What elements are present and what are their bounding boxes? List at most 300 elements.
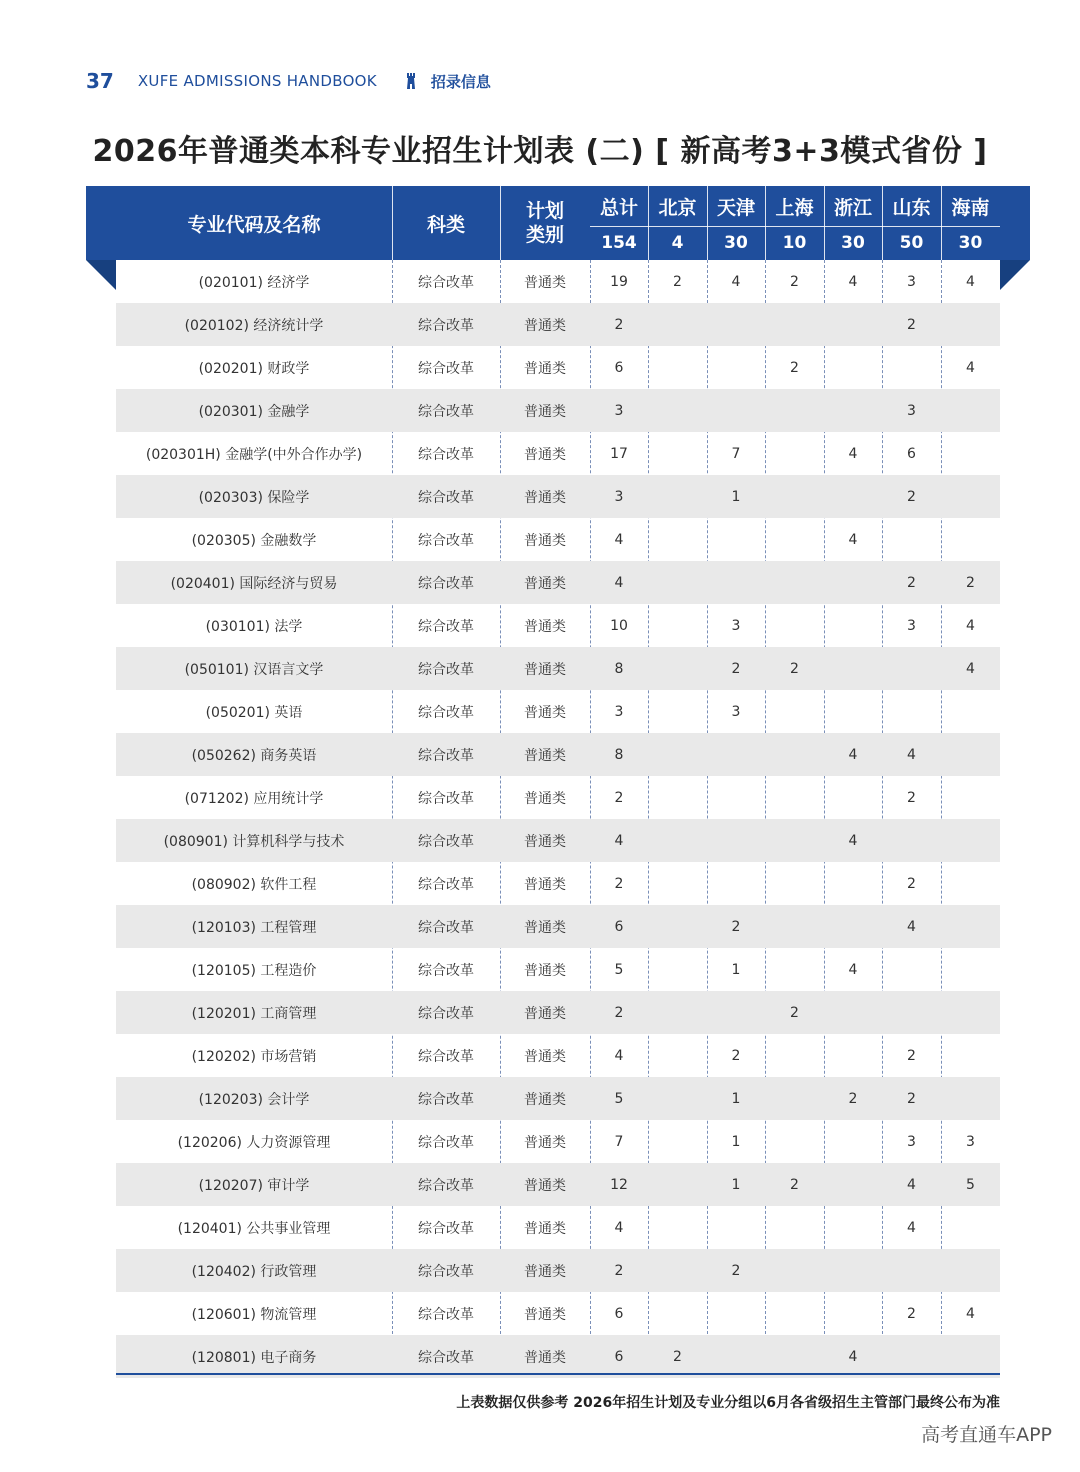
cell-province-value xyxy=(707,776,765,819)
cell-major: (120402) 行政管理 xyxy=(191,1263,317,1280)
header-province-total: 30 xyxy=(958,233,983,253)
cell-total: 6 xyxy=(614,359,624,376)
cell-province-value xyxy=(765,561,824,604)
cell-province-value xyxy=(824,1034,882,1077)
cell-province-value xyxy=(882,948,941,991)
cell-province-value xyxy=(824,862,882,905)
cell-plan-type: 普通类 xyxy=(524,1306,566,1323)
cell-province-value xyxy=(941,1034,1000,1077)
table-row xyxy=(116,389,1000,432)
cell-province-value xyxy=(765,303,824,346)
cell-province-value xyxy=(648,303,707,346)
cell-subject: 综合改革 xyxy=(418,274,474,291)
header-subject: 科类 xyxy=(426,213,465,236)
cell-province-value xyxy=(648,948,707,991)
cell-plan-type: 普通类 xyxy=(524,618,566,635)
cell-total: 19 xyxy=(610,273,628,290)
cell-province-value xyxy=(707,862,765,905)
header-separator xyxy=(500,186,501,260)
cell-province-value xyxy=(765,948,824,991)
cell-plan-type: 普通类 xyxy=(524,704,566,721)
cell-province-value xyxy=(824,1206,882,1249)
cell-subject: 综合改革 xyxy=(418,532,474,549)
cell-province-value xyxy=(707,991,765,1034)
cell-province-value xyxy=(941,1249,1000,1292)
cell-province-value xyxy=(765,518,824,561)
cell-subject: 综合改革 xyxy=(418,704,474,721)
table-row xyxy=(116,991,1000,1034)
cell-province-value xyxy=(648,862,707,905)
cell-total: 17 xyxy=(610,445,628,462)
table-row xyxy=(116,1292,1000,1335)
cell-province-value xyxy=(765,432,824,475)
cell-province-value xyxy=(882,1249,941,1292)
cell-province-value xyxy=(941,389,1000,432)
cell-subject: 综合改革 xyxy=(418,919,474,936)
cell-province-value xyxy=(941,776,1000,819)
cell-province-value: 2 xyxy=(673,273,682,290)
header-province-name: 海南 xyxy=(951,196,990,219)
cell-plan-type: 普通类 xyxy=(524,532,566,549)
cell-major: (071202) 应用统计学 xyxy=(184,790,324,807)
cell-province-value xyxy=(824,690,882,733)
cell-total: 4 xyxy=(614,1219,624,1236)
cell-major: (120202) 市场营销 xyxy=(191,1048,317,1065)
cell-province-value xyxy=(941,819,1000,862)
cell-total: 3 xyxy=(614,488,624,505)
cell-province-value xyxy=(648,991,707,1034)
cell-province-value xyxy=(765,776,824,819)
cell-plan-type: 普通类 xyxy=(524,403,566,420)
cell-major: (080902) 软件工程 xyxy=(191,876,317,893)
cell-province-value: 2 xyxy=(907,574,916,591)
cell-major: (020401) 国际经济与贸易 xyxy=(170,575,338,592)
cell-total: 4 xyxy=(614,574,624,591)
cell-plan-type: 普通类 xyxy=(524,575,566,592)
cell-major: (020305) 金融数学 xyxy=(191,532,317,549)
page-header xyxy=(86,66,491,96)
cell-total: 4 xyxy=(614,832,624,849)
table-row xyxy=(116,260,1000,303)
cell-subject: 综合改革 xyxy=(418,575,474,592)
cell-plan-type: 普通类 xyxy=(524,1220,566,1237)
cell-province-value xyxy=(941,518,1000,561)
cell-province-value xyxy=(648,475,707,518)
cell-province-value xyxy=(941,862,1000,905)
cell-total: 2 xyxy=(614,1004,624,1021)
tower-icon xyxy=(405,73,417,89)
cell-province-value xyxy=(765,690,824,733)
cell-province-value: 2 xyxy=(848,1090,858,1107)
table-row xyxy=(116,905,1000,948)
cell-province-value xyxy=(941,432,1000,475)
header-plan-line1: 计划 xyxy=(525,200,564,222)
cell-province-value: 5 xyxy=(966,1176,975,1193)
cell-province-value xyxy=(824,647,882,690)
cell-province-value xyxy=(765,905,824,948)
cell-province-value xyxy=(824,905,882,948)
header-divider xyxy=(590,226,1000,227)
cell-total: 2 xyxy=(614,316,624,333)
cell-province-value: 1 xyxy=(731,1133,741,1150)
cell-province-value: 2 xyxy=(907,1090,916,1107)
cell-major: (020301) 金融学 xyxy=(198,403,310,420)
cell-plan-type: 普通类 xyxy=(524,833,566,850)
table-row xyxy=(116,1077,1000,1120)
cell-plan-type: 普通类 xyxy=(524,790,566,807)
cell-province-value: 4 xyxy=(848,531,858,548)
header-plan-type xyxy=(500,186,590,260)
cell-province-value xyxy=(824,475,882,518)
header-separator xyxy=(707,186,708,260)
cell-province-value: 3 xyxy=(731,703,741,720)
cell-subject: 综合改革 xyxy=(418,1306,474,1323)
cell-province-value xyxy=(941,690,1000,733)
cell-major: (080901) 计算机科学与技术 xyxy=(163,833,345,850)
cell-major: (120203) 会计学 xyxy=(198,1091,310,1108)
cell-subject: 综合改革 xyxy=(418,790,474,807)
cell-major: (030101) 法学 xyxy=(205,618,303,635)
cell-plan-type: 普通类 xyxy=(524,1091,566,1108)
table-row xyxy=(116,561,1000,604)
cell-major: (120601) 物流管理 xyxy=(191,1306,317,1323)
cell-province-value xyxy=(941,905,1000,948)
cell-subject: 综合改革 xyxy=(418,876,474,893)
cell-province-value xyxy=(941,1335,1000,1378)
cell-province-value: 6 xyxy=(907,445,916,462)
cell-subject: 综合改革 xyxy=(418,747,474,764)
cell-province-value xyxy=(648,905,707,948)
cell-province-value xyxy=(707,819,765,862)
cell-total: 5 xyxy=(614,1090,624,1107)
cell-province-value xyxy=(707,1335,765,1378)
cell-province-value: 4 xyxy=(966,273,975,290)
cell-province-value xyxy=(882,690,941,733)
cell-province-value xyxy=(648,604,707,647)
cell-plan-type: 普通类 xyxy=(524,1177,566,1194)
cell-province-value: 3 xyxy=(907,273,916,290)
cell-province-value xyxy=(765,1034,824,1077)
cell-province-value: 2 xyxy=(731,660,741,677)
cell-plan-type: 普通类 xyxy=(524,876,566,893)
cell-major: (120105) 工程造价 xyxy=(191,962,317,979)
cell-subject: 综合改革 xyxy=(418,1349,474,1366)
cell-province-value: 2 xyxy=(907,316,916,333)
cell-province-value: 4 xyxy=(907,918,916,935)
cell-total: 8 xyxy=(614,660,624,677)
header-province-name: 总计 xyxy=(599,196,638,219)
cell-province-value xyxy=(824,1292,882,1335)
cell-province-value: 1 xyxy=(731,1090,741,1107)
cell-province-value xyxy=(648,776,707,819)
header-province-total: 30 xyxy=(841,233,865,253)
cell-major: (020303) 保险学 xyxy=(198,489,310,506)
header-fold-right xyxy=(1000,260,1030,290)
cell-total: 2 xyxy=(614,875,624,892)
cell-province-value xyxy=(882,647,941,690)
table-row xyxy=(116,346,1000,389)
table-row xyxy=(116,432,1000,475)
cell-subject: 综合改革 xyxy=(418,1220,474,1237)
cell-province-value xyxy=(941,1077,1000,1120)
table-row xyxy=(116,303,1000,346)
cell-subject: 综合改革 xyxy=(418,661,474,678)
cell-major: (120201) 工商管理 xyxy=(191,1005,317,1022)
cell-plan-type: 普通类 xyxy=(524,919,566,936)
cell-province-value xyxy=(882,346,941,389)
header-separator xyxy=(824,186,825,260)
header-province-total: 10 xyxy=(782,233,807,253)
header-province-name: 浙江 xyxy=(833,196,872,219)
cell-province-value: 4 xyxy=(966,1305,975,1322)
cell-province-value xyxy=(707,561,765,604)
table-row xyxy=(116,518,1000,561)
table-row xyxy=(116,733,1000,776)
cell-province-value xyxy=(824,991,882,1034)
table-row xyxy=(116,1249,1000,1292)
header-province-total: 154 xyxy=(601,233,637,253)
cell-province-value xyxy=(824,389,882,432)
cell-province-value: 2 xyxy=(907,488,916,505)
cell-province-value: 4 xyxy=(848,832,858,849)
header-separator xyxy=(765,186,766,260)
cell-province-value xyxy=(648,1034,707,1077)
cell-province-value: 7 xyxy=(731,445,741,462)
cell-subject: 综合改革 xyxy=(418,489,474,506)
table-row xyxy=(116,604,1000,647)
table-row xyxy=(116,690,1000,733)
cell-province-value xyxy=(765,1249,824,1292)
table-row xyxy=(116,1163,1000,1206)
cell-province-value xyxy=(941,948,1000,991)
cell-subject: 综合改革 xyxy=(418,1091,474,1108)
cell-major: (050262) 商务英语 xyxy=(191,747,317,764)
header-major: 专业代码及名称 xyxy=(187,213,321,236)
cell-subject: 综合改革 xyxy=(418,1263,474,1280)
cell-province-value xyxy=(707,389,765,432)
cell-province-value: 2 xyxy=(966,574,975,591)
cell-province-value: 2 xyxy=(907,1305,916,1322)
cell-province-value: 1 xyxy=(731,961,741,978)
cell-province-value: 2 xyxy=(907,875,916,892)
cell-subject: 综合改革 xyxy=(418,360,474,377)
header-separator xyxy=(648,186,649,260)
cell-subject: 综合改革 xyxy=(418,1005,474,1022)
table-row xyxy=(116,862,1000,905)
cell-subject: 综合改革 xyxy=(418,1048,474,1065)
cell-province-value: 4 xyxy=(848,746,858,763)
cell-province-value xyxy=(824,604,882,647)
header-separator xyxy=(392,186,393,260)
cell-province-value xyxy=(882,518,941,561)
cell-total: 6 xyxy=(614,1305,624,1322)
cell-province-value: 2 xyxy=(731,918,741,935)
cell-total: 7 xyxy=(614,1133,624,1150)
cell-province-value: 4 xyxy=(848,445,858,462)
cell-province-value xyxy=(765,389,824,432)
cell-province-value: 2 xyxy=(790,1176,799,1193)
cell-total: 10 xyxy=(610,617,628,634)
cell-province-value xyxy=(648,733,707,776)
cell-province-value xyxy=(824,1120,882,1163)
cell-province-value xyxy=(648,1292,707,1335)
cell-province-value: 4 xyxy=(966,359,975,376)
cell-province-value: 4 xyxy=(966,660,975,677)
cell-plan-type: 普通类 xyxy=(524,962,566,979)
cell-total: 12 xyxy=(610,1176,628,1193)
cell-total: 2 xyxy=(614,1262,624,1279)
cell-plan-type: 普通类 xyxy=(524,317,566,334)
cell-plan-type: 普通类 xyxy=(524,1349,566,1366)
cell-province-value xyxy=(648,561,707,604)
cell-major: (120401) 公共事业管理 xyxy=(177,1220,331,1237)
cell-major: (120103) 工程管理 xyxy=(191,919,317,936)
cell-total: 4 xyxy=(614,1047,624,1064)
header-separator xyxy=(941,186,942,260)
cell-province-value xyxy=(765,1120,824,1163)
cell-province-value: 4 xyxy=(731,273,741,290)
table-row xyxy=(116,948,1000,991)
table-row xyxy=(116,819,1000,862)
cell-province-value: 2 xyxy=(731,1262,741,1279)
cell-plan-type: 普通类 xyxy=(524,360,566,377)
header-province-name: 北京 xyxy=(658,196,697,219)
cell-province-value xyxy=(648,432,707,475)
cell-subject: 综合改革 xyxy=(418,317,474,334)
cell-province-value: 4 xyxy=(848,273,858,290)
header-fold-left xyxy=(86,260,116,290)
header-province-total: 4 xyxy=(671,233,684,253)
cell-province-value xyxy=(765,475,824,518)
cell-province-value xyxy=(765,1206,824,1249)
page-title: 2026年普通类本科专业招生计划表 (二) [ 新高考3+3模式省份 ] xyxy=(92,134,988,169)
cell-province-value xyxy=(941,1206,1000,1249)
cell-province-value xyxy=(648,647,707,690)
cell-province-value xyxy=(941,475,1000,518)
cell-plan-type: 普通类 xyxy=(524,1048,566,1065)
cell-province-value xyxy=(941,733,1000,776)
cell-province-value xyxy=(707,518,765,561)
table-row xyxy=(116,475,1000,518)
cell-total: 6 xyxy=(614,1348,624,1365)
table-row xyxy=(116,776,1000,819)
cell-province-value xyxy=(648,346,707,389)
cell-province-value xyxy=(707,303,765,346)
cell-province-value: 2 xyxy=(790,660,799,677)
cell-province-value: 1 xyxy=(731,488,741,505)
cell-plan-type: 普通类 xyxy=(524,274,566,291)
cell-major: (120206) 人力资源管理 xyxy=(177,1134,331,1151)
cell-province-value xyxy=(941,991,1000,1034)
cell-plan-type: 普通类 xyxy=(524,1263,566,1280)
cell-province-value xyxy=(824,1163,882,1206)
cell-province-value: 2 xyxy=(907,1047,916,1064)
cell-province-value xyxy=(765,1292,824,1335)
cell-province-value: 3 xyxy=(731,617,741,634)
cell-total: 3 xyxy=(614,703,624,720)
cell-major: (020301H) 金融学(中外合作办学) xyxy=(145,446,363,463)
cell-province-value: 1 xyxy=(731,1176,741,1193)
cell-major: (020101) 经济学 xyxy=(198,274,310,291)
handbook-title: XUFE ADMISSIONS HANDBOOK xyxy=(137,72,377,90)
cell-subject: 综合改革 xyxy=(418,962,474,979)
cell-province-value xyxy=(824,776,882,819)
cell-subject: 综合改革 xyxy=(418,618,474,635)
cell-province-value: 4 xyxy=(907,746,916,763)
cell-province-value: 4 xyxy=(907,1176,916,1193)
header-province-total: 50 xyxy=(899,233,924,253)
header-plan-line2: 类别 xyxy=(525,224,564,246)
cell-province-value: 3 xyxy=(966,1133,975,1150)
cell-province-value xyxy=(765,604,824,647)
cell-province-value xyxy=(882,991,941,1034)
cell-total: 4 xyxy=(614,531,624,548)
cell-total: 2 xyxy=(614,789,624,806)
cell-plan-type: 普通类 xyxy=(524,747,566,764)
cell-province-value xyxy=(707,1292,765,1335)
cell-province-value xyxy=(882,819,941,862)
cell-plan-type: 普通类 xyxy=(524,1005,566,1022)
cell-province-value: 3 xyxy=(907,402,916,419)
cell-province-value: 2 xyxy=(790,1004,799,1021)
cell-province-value xyxy=(941,303,1000,346)
cell-province-value: 2 xyxy=(790,359,799,376)
cell-subject: 综合改革 xyxy=(418,446,474,463)
cell-province-value xyxy=(648,1077,707,1120)
cell-province-value xyxy=(648,389,707,432)
cell-province-value xyxy=(765,1335,824,1378)
cell-province-value: 4 xyxy=(848,961,858,978)
page-number: 37 xyxy=(86,69,114,93)
cell-province-value: 4 xyxy=(848,1348,858,1365)
cell-province-value: 2 xyxy=(907,789,916,806)
cell-major: (120207) 审计学 xyxy=(198,1177,310,1194)
cell-subject: 综合改革 xyxy=(418,403,474,420)
cell-subject: 综合改革 xyxy=(418,1177,474,1194)
table-row xyxy=(116,647,1000,690)
cell-province-value xyxy=(648,1163,707,1206)
header-province-name: 上海 xyxy=(775,196,814,219)
cell-province-value xyxy=(824,1249,882,1292)
cell-province-value xyxy=(882,1335,941,1378)
watermark: 高考直通车APP xyxy=(921,1424,1052,1446)
cell-major: (020102) 经济统计学 xyxy=(184,317,324,334)
cell-province-value xyxy=(824,561,882,604)
table-row xyxy=(116,1120,1000,1163)
cell-province-value xyxy=(648,518,707,561)
table-bottom-line xyxy=(116,1373,1000,1375)
cell-province-value: 3 xyxy=(907,1133,916,1150)
cell-province-value xyxy=(648,1206,707,1249)
section-label: 招录信息 xyxy=(430,72,491,91)
cell-province-value xyxy=(707,346,765,389)
cell-subject: 综合改革 xyxy=(418,1134,474,1151)
header-province-total: 30 xyxy=(724,233,748,253)
table-body xyxy=(116,260,1000,1378)
cell-major: (120801) 电子商务 xyxy=(191,1349,317,1366)
cell-major: (050201) 英语 xyxy=(205,704,303,721)
cell-province-value xyxy=(824,303,882,346)
cell-province-value xyxy=(648,690,707,733)
cell-total: 6 xyxy=(614,918,624,935)
cell-province-value xyxy=(707,733,765,776)
cell-province-value xyxy=(707,1206,765,1249)
table-row xyxy=(116,1034,1000,1077)
cell-province-value xyxy=(765,862,824,905)
cell-province-value: 2 xyxy=(673,1348,682,1365)
header-separator xyxy=(882,186,883,260)
cell-province-value: 2 xyxy=(790,273,799,290)
